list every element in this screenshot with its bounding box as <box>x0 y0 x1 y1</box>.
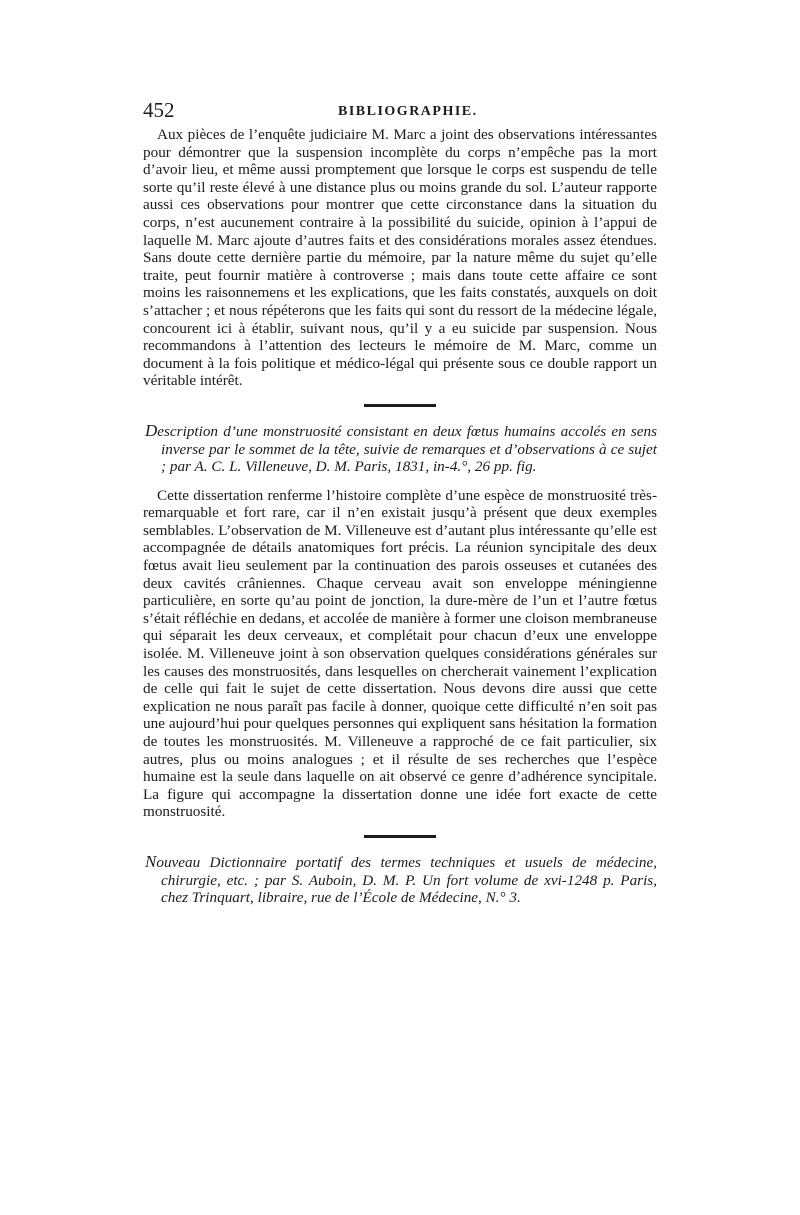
paragraph-villeneuve-review: Cette dissertation renferme l’histoire complète d’une espèce de monstruosité très-remarquable et fort rare, car il n’en existait jusqu’à présent que deux exemples semblables. L’observation de M. Villeneuve est d’autant plus intéressante qu’elle est accompagnée de détails anatomiques fort précis. La réunion syncipitale des deux fœtus avait lieu seulement par la continuation des parois osseuses et cutanées des deux cavités crâniennes. Chaque cerveau avait son enveloppe méningienne particulière, en sorte qu’au point de jonction, la dure-mère de l’un et l’autre fœtus s’était réfléchie en dedans, et accolée de manière à former une cloison membraneuse qui séparait les deux cerveaux, et complétait pour chacun d’eux une enveloppe isolée. M. Villeneuve joint à son observation quelques considérations générales sur les causes des monstruosités, dans lesquelles on chercherait vainement l’explication de celle qui fait le sujet de cette dissertation. Nous devons dire aussi que cette explication ne nous paraît pas facile à donner, quoique cette difficulté n’en soit pas une aujourd’hui pour quelques personnes qui expliquent sans hésitation la formation de toutes les monstruosités. M. Villeneuve a rapproché de ce fait particulier, six autres, plus ou moins analogues ; et il résulte de ses recherches que l’espèce humaine est la seule dans laquelle on ait observé ce genre d’adhérence syncipitale. La figure qui accompagne la dissertation donne une idée fort exacte de cette monstruosité. <box>143 486 658 821</box>
bibliographic-entry-villeneuve <box>143 422 657 476</box>
running-head: BIBLIOGRAPHIE. <box>338 104 478 119</box>
entry-text: ouveau Dictionnaire portatif des termes techniques et usuels de médecine, chirurgie, etc. ; par S. Auboin, D. M. P. Un fort volume de xvi-1248 p. Paris, chez Trinquart, libraire, rue de l’École de Médecine, N.° 3. <box>156 853 657 907</box>
section-divider <box>364 835 436 838</box>
page-header <box>143 96 657 126</box>
book-page <box>143 96 657 907</box>
entry-initial: N <box>145 851 157 871</box>
entry-text: escription d’une monstruosité consistant en deux fœtus humains accolés en sens inverse par le sommet de la tête, suivie de remarques et d’observations à ce sujet ; par A. C. L. Villeneuve, D. M. Paris, 1831, in-4.°, 26 pp. fig. <box>157 422 657 476</box>
entry-initial: D <box>145 420 158 440</box>
section-divider <box>364 404 436 407</box>
page-number: 452 <box>143 98 175 122</box>
paragraph-marc-review: Aux pièces de l’enquête judiciaire M. Marc a joint des observations intéressantes pour démontrer que la suspension incomplète du corps n’empêche pas la mort d’avoir lieu, et même aussi promptement que lorsque le corps est suspendu de telle sorte qu’il reste élevé à une distance plus ou moins grande du sol. L’auteur rapporte aussi ces observations pour montrer que cette circonstance dans la situation du corps, n’est aucunement contraire à la possibilité du suicide, opinion à l’appui de laquelle M. Marc ajoute d’autres faits et des considérations morales assez étendues. Sans doute cette dernière partie du mémoire, par la nature même du sujet qu’elle traite, peut fournir matière à controverse ; mais dans toute cette affaire ce sont moins les raisonnemens et les explications, que les faits constatés, auxquels on doit s’attacher ; et nous répéterons que les faits qui sont du ressort de la médecine légale, concourent ici à établir, suivant nous, qu’il y a eu suicide par suspension. Nous recommandons à l’attention des lecteurs le mémoire de M. Marc, comme un document à la fois politique et médico-légal qui présente sous ce double rapport un véritable intérêt. <box>143 126 657 390</box>
bibliographic-entry-auboin <box>143 853 657 907</box>
